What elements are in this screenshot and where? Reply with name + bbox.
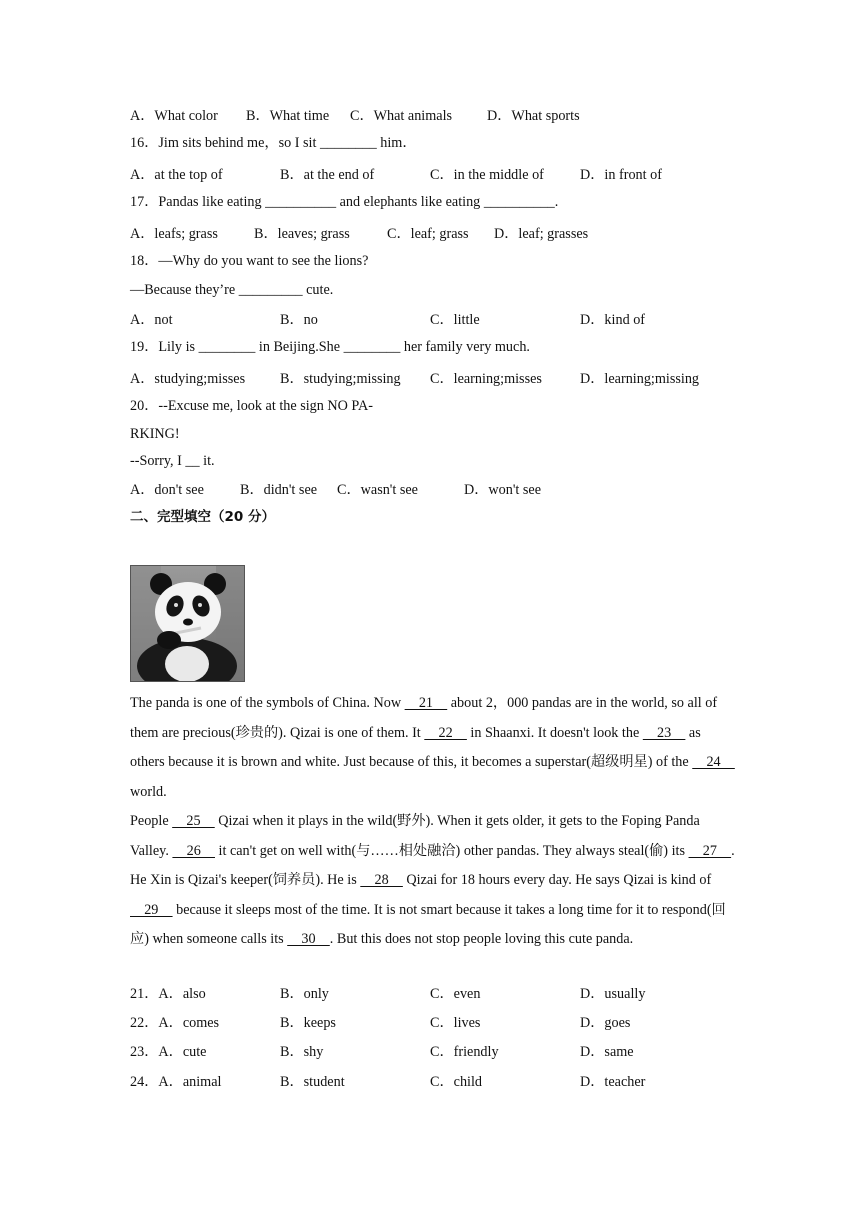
q19-option-c: C．learning;misses	[430, 371, 542, 387]
passage-text: because it sleeps most of the time. It is not smart because it takes a long time for it to respond(回应) when someone calls its	[130, 901, 726, 947]
q19-option-d: D．learning;missing	[580, 371, 700, 387]
passage-text: it can't get on well with(与……相处融洽) other pandas. They always steal(偷) its	[214, 842, 689, 859]
q16-option-d: D．in front of	[580, 167, 662, 183]
passage-text: Qizai for 18 hours every day. He says Qizai is kind of	[402, 872, 712, 888]
q19-option-b: B．studying;missing	[280, 371, 401, 387]
blank-23: 23	[642, 724, 686, 741]
passage-text: world.	[130, 783, 167, 800]
q18-option-d: D．kind of	[580, 312, 646, 328]
section-heading: 二、完型填空（20 分）	[130, 509, 275, 525]
q23-option-d: D．same	[580, 1044, 634, 1060]
q22-option-c: C．lives	[430, 1015, 481, 1031]
q19-stem: 19．Lily is ________ in Beijing.She ________ her family very much.	[130, 339, 530, 355]
passage-text: The panda is one of the symbols of China. Now	[130, 695, 405, 711]
q15-option-c: C．What animals	[350, 108, 453, 124]
q21-option-a	[130, 983, 206, 1003]
passage-text: People	[130, 813, 173, 829]
q16-option-c: C．in the middle of	[430, 167, 544, 183]
q17-option-d: D．leaf; grasses	[494, 226, 589, 242]
q24-option-c: C．child	[430, 1074, 483, 1090]
q23-option-a	[130, 1041, 206, 1061]
q24-option-d: D．teacher	[580, 1074, 646, 1090]
question-number: 24．	[130, 1074, 159, 1090]
q21-option-d: D．usually	[580, 986, 646, 1002]
q23-option-c: C．friendly	[430, 1044, 499, 1060]
passage-paragraph-1	[130, 689, 735, 807]
q20-option-d: D．won't see	[464, 482, 542, 498]
q18-option-b: B．no	[280, 312, 318, 328]
blank-24: 24	[692, 754, 735, 770]
q19-option-a: A．studying;misses	[130, 371, 246, 387]
q24-option-b: B．student	[280, 1074, 345, 1090]
passage-text: about 2，000 pandas are in the world, so all of them are precious(珍贵的). Qizai is one of them. It	[130, 695, 718, 741]
passage-text: Qizai when it plays in the wild(野外). When it gets older, it gets to the Foping Panda Valley.	[130, 813, 700, 859]
passage-text: . But this does not stop people loving this cute panda.	[329, 931, 634, 947]
passage-paragraph-2	[130, 807, 735, 955]
blank-26: 26	[172, 842, 215, 859]
option-text: A．cute	[158, 1044, 207, 1060]
q18-option-c: C．little	[430, 312, 480, 328]
blank-25: 25	[172, 813, 215, 829]
blank-22: 22	[424, 724, 467, 741]
passage-text: in Shaanxi. It doesn't look the	[466, 724, 643, 741]
q18-stem: 18．—Why do you want to see the lions?	[130, 253, 369, 269]
q18-stem-answer: —Because they’re _________ cute.	[130, 282, 334, 298]
passage-text: as others because it is brown and white. Just because of this, it becomes a superstar(超级明星) of the	[130, 724, 701, 770]
q16-option-b: B．at the end of	[280, 167, 375, 183]
panda-illustration	[131, 566, 244, 681]
passage	[130, 689, 735, 955]
q20-stem: 20．--Excuse me, look at the sign NO PA-	[130, 398, 373, 414]
q15-option-b: B．What time	[246, 108, 330, 124]
option-text: A．also	[158, 986, 206, 1002]
q21-option-b: B．only	[280, 986, 329, 1002]
passage-text: . He Xin is Qizai's keeper(饲养员). He is	[130, 842, 735, 888]
q18-option-a: A．not	[130, 312, 173, 328]
blank-27: 27	[688, 842, 732, 859]
q23-option-b: B．shy	[280, 1044, 324, 1060]
q15-option-a: A．What color	[130, 108, 218, 124]
option-text: A．comes	[158, 1015, 220, 1031]
q20-stem-cont: RKING!	[130, 426, 180, 442]
q17-option-b: B．leaves; grass	[254, 226, 350, 242]
panda-photo	[130, 565, 245, 682]
q22-option-b: B．keeps	[280, 1015, 336, 1031]
question-number: 23．	[130, 1044, 159, 1060]
q22-option-a	[130, 1012, 219, 1032]
q20-option-c: C．wasn't see	[337, 482, 418, 498]
q20-option-a: A．don't see	[130, 482, 204, 498]
blank-21: 21	[404, 695, 448, 711]
q20-option-b: B．didn't see	[240, 482, 318, 498]
option-text: A．animal	[158, 1074, 222, 1090]
q20-stem-reply: --Sorry, I __ it.	[130, 453, 215, 469]
question-number: 21．	[130, 986, 159, 1002]
q16-option-a: A．at the top of	[130, 167, 223, 183]
question-number: 22．	[130, 1015, 159, 1031]
q17-stem: 17．Pandas like eating __________ and elephants like eating __________.	[130, 194, 559, 210]
q22-option-d: D．goes	[580, 1015, 631, 1031]
blank-29: 29	[130, 901, 173, 918]
q17-option-c: C．leaf; grass	[387, 226, 469, 242]
q24-option-a	[130, 1071, 221, 1091]
blank-28: 28	[360, 872, 403, 888]
q17-option-a: A．leafs; grass	[130, 226, 218, 242]
blank-30: 30	[287, 931, 330, 947]
q16-stem: 16．Jim sits behind me，so I sit ________ him．	[130, 135, 417, 151]
q15-option-d: D．What sports	[487, 108, 580, 124]
q21-option-c: C．even	[430, 986, 481, 1002]
